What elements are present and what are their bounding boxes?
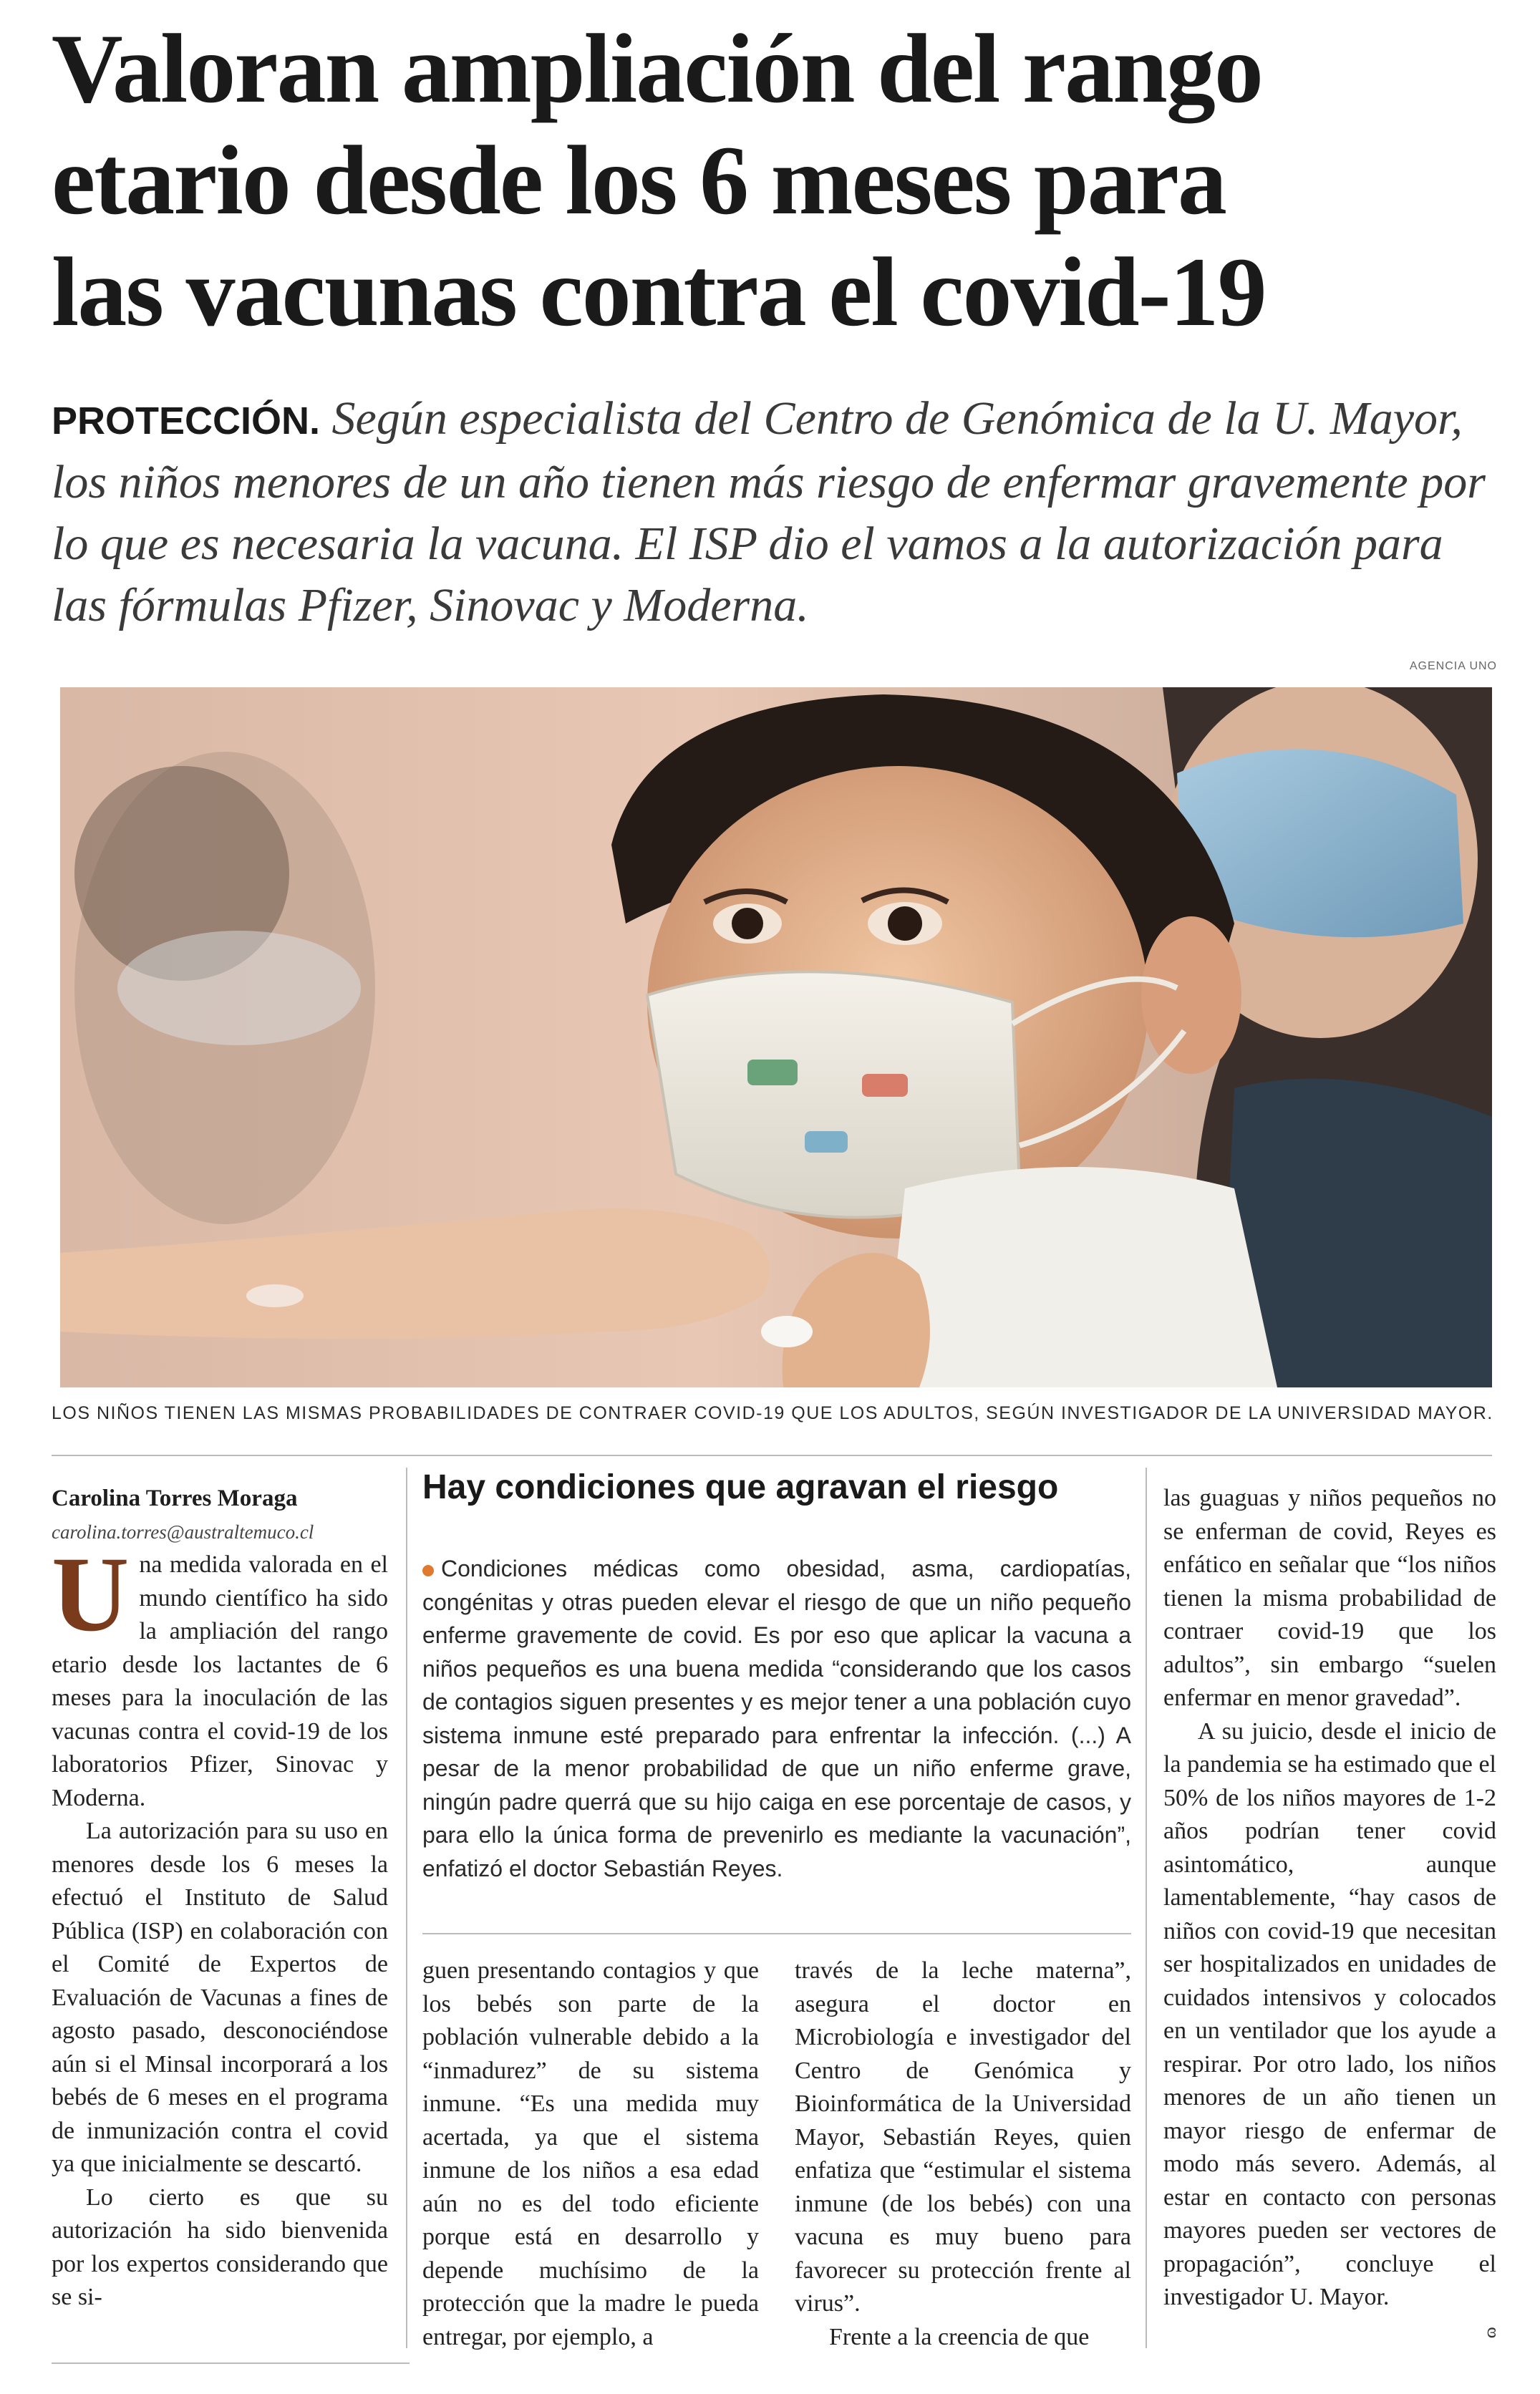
column-4-paragraph-2: A su juicio, desde el inicio de la pandemia se ha estimado que el 50% de los niños mayores de 1-2 años podrían tener covid asintomático, aunque lamentablemente, “hay casos de niños con covid-19 que necesitan ser hospitalizados en unidades de cuidados intensivos y colocados en un ventilador que los ayude a respirar. Por otro lado, los niños menores de un año tienen un mayor riesgo de enfermar de modo más severo. Además, al estar en contacto con personas mayores pueden ser vectores de propagación”, concluye el investigador U. Mayor. [1163,1717,1496,2310]
box-body: Condiciones médicas como obesidad, asma, cardiopatías, congénitas y otras pueden elevar el riesgo de que un niño pequeño enferme gravemente de covid. Es por eso que aplicar la vacuna a niños pequeños es una buena medida “considerando que los casos de contagios siguen presentes y es mejor tener a una población cuyo sistema inmune esté preparado para enfrentar la infección. (...) A pesar de la menor probabilidad de que un niño enferme grave, ningún padre querrá que su hijo caiga en ese porcentaje de casos, y para ello la única forma de prevenirlo es mediante la vacunación”, enfatizó el doctor Sebastián Reyes. [422,1556,1131,1881]
news-photo [60,687,1492,1387]
box-title: Hay condiciones que agravan el riesgo [422,1468,1059,1506]
column-4-paragraph-1: las guaguas y niños pequeños no se enferman de covid, Reyes es enfático en señalar que “los niños tienen la misma probabilidad de contraer covid-19 que los adultos”, sin embargo “suelen enfermar en menor gravedad”. [1163,1485,1496,1711]
end-of-article-icon: ɞ [1486,2318,1496,2342]
photo-credit: AGENCIA UNO [1409,660,1497,672]
drop-cap: U [52,1535,130,1654]
column-3-paragraph-2: Frente a la creencia de que [829,2323,1090,2350]
divider-top [52,1455,1492,1456]
headline-line-3: las vacunas contra el covid-19 [52,237,1266,346]
headline [52,13,1498,348]
column-3 [795,1954,1131,2354]
byline-author: Carolina Torres Moraga [52,1486,298,1511]
byline-email[interactable]: carolina.torres@australtemuco.cl [52,1521,314,1543]
column-1-paragraph-2: La autorización para su uso en menores desde los 6 meses la efectuó el Instituto de Salud Pública (ISP) en colaboración con el Comité de Expertos de Evaluación de Vacunas a fines de agosto pasado, desconociéndose aún si el Minsal incorporará a los bebés de 6 meses en el programa de inmunización contra el covid ya que inicialmente se descartó. [52,1818,388,2177]
divider-col-4 [1146,1468,1147,2348]
divider-bottom [52,2362,410,2364]
lead-kicker: PROTECCIÓN. [52,399,321,442]
column-3-paragraph-1: través de la leche materna”, asegura el doctor en Microbiología e investigador del Centro de Genómica y Bioinformática de la Universidad Mayor, Sebastián Reyes, quien enfatiza que “estimular el sistema inmune (de los bebés) con una vacuna es muy bueno para favorecer su protección frente al virus”. [795,1957,1131,2317]
divider-col-1 [406,1468,407,2348]
lead-text: Según especialista del Centro de Genómica de la U. Mayor, los niños menores de un año tienen más riesgo de enfermar gravemente por lo que es necesaria la vacuna. El ISP dio el vamos a la autorización para las fórmulas Pfizer, Sinovac y Moderna. [52,392,1486,631]
column-1-paragraph-3: Lo cierto es que su autorización ha sido bienvenida por los expertos considerando que se si- [52,2184,388,2310]
column-2 [422,1954,759,2354]
column-2-paragraph-1: guen presentando contagios y que los bebés son parte de la población vulnerable debido a la “inmadurez” de su sistema inmune. “Es una medida muy acertada, ya que el sistema inmune de los niños a esa edad aún no es del todo eficiente porque está en desarrollo y depende muchísimo de la protección que la madre le pueda entregar, por ejemplo, a [422,1957,759,2350]
child-vaccination-illustration [60,687,1492,1387]
headline-line-2: etario desde los 6 meses para [52,125,1226,235]
photo-caption: LOS NIÑOS TIENEN LAS MISMAS PROBABILIDADES DE CONTRAER COVID-19 QUE LOS ADULTOS, SEGÚN INVESTIGADOR DE LA UNIVERSIDAD MAYOR. [52,1403,1493,1423]
column-4 [1163,1482,1496,2347]
column-1 [52,1482,388,2315]
bullet-dot-icon [422,1565,434,1576]
column-1-paragraph-1: Una medida valorada en el mundo científico ha sido la ampliación del rango etario desde los lactantes de 6 meses para la inoculación de las vacunas contra el covid-19 de los laboratorios Pfizer, Sinovac y Moderna. [52,1535,388,1811]
headline-line-1: Valoran ampliación del rango [52,14,1262,123]
divider-box-bottom [422,1933,1131,1934]
lead-paragraph [52,388,1491,636]
